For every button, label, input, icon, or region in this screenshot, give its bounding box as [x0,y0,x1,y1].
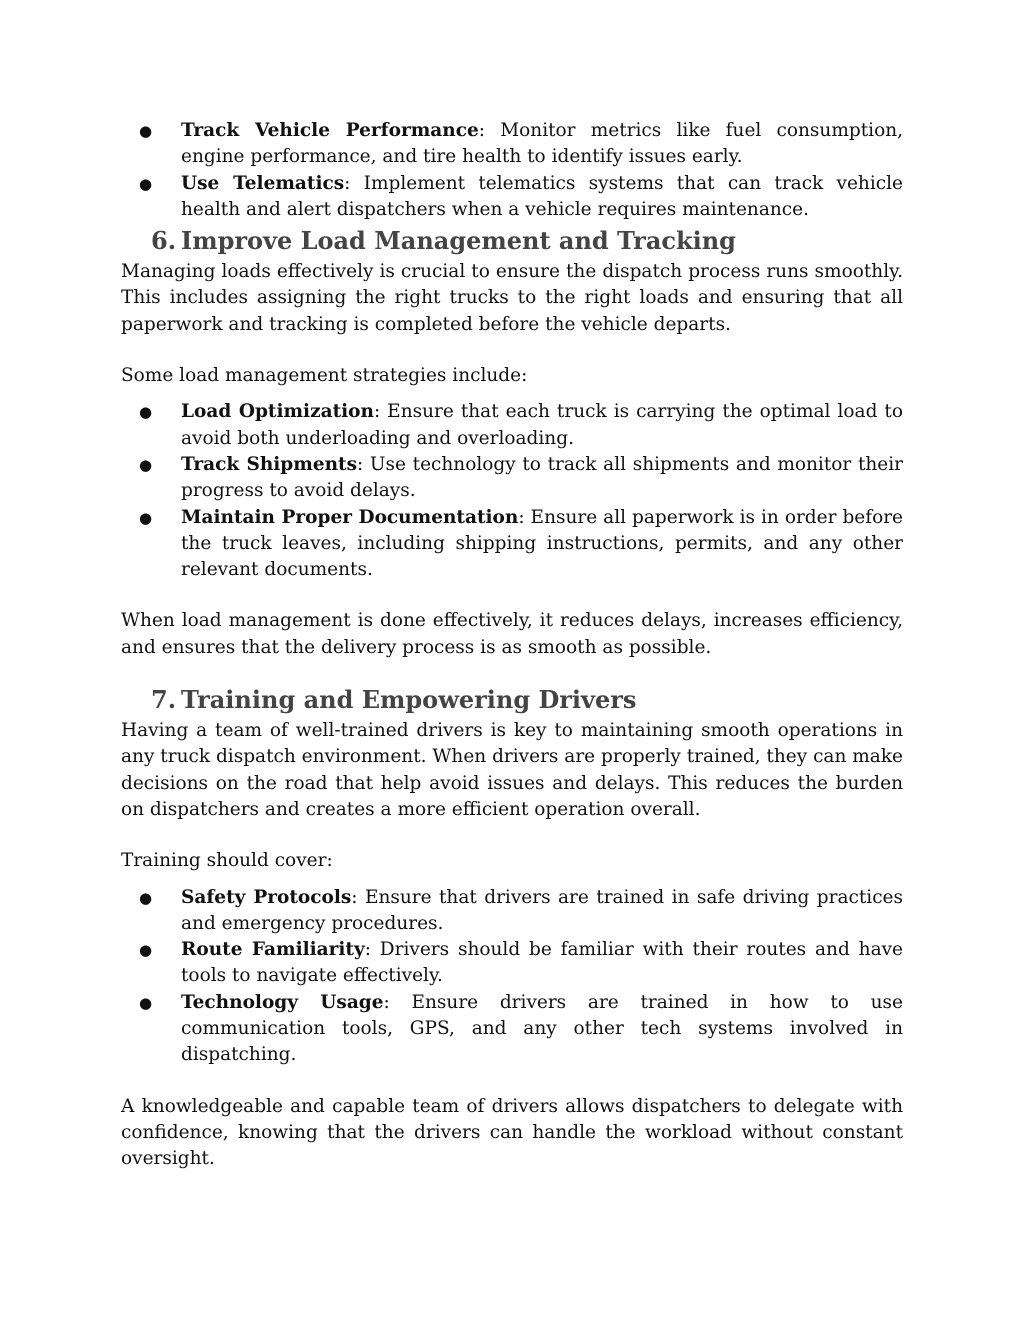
section-7-heading [121,685,903,715]
list-item [121,452,903,505]
list-item [121,505,903,584]
list-item-text: : Monitor metrics like fuel consumption, engine performance, and tire health to identify issues early. [181,120,903,168]
document-page [121,118,903,1173]
section-7-intro: Having a team of well-trained drivers is key to maintaining smooth operations in any truck dispatch environment. When drivers are properly trained, they can make decisions on the road that help avoid issues and delays. This reduces the burden on dispatchers and creates a more efficient operation overall. [121,720,903,820]
section-7-number: 7. [151,685,177,715]
list-item-text: : Implement telematics systems that can track vehicle health and alert dispatchers when a vehicle requires maintenance. [181,172,903,220]
list-item-text: : Drivers should be familiar with their routes and have tools to navigate effectively. [181,939,903,987]
section-6-lead: Some load management strategies include: [121,365,528,387]
section-7-lead: Training should cover: [121,850,333,872]
list-item [121,990,903,1069]
load-strategies-list [121,399,903,583]
list-item-term: Maintain Proper Documentation [181,506,519,528]
list-item-text: : Ensure drivers are trained in how to use communication tools, GPS, and any other tech systems involved in dispatching. [181,991,904,1066]
bullet-icon: ● [139,455,153,474]
bullet-icon: ● [139,508,153,527]
list-item-term: Track Vehicle Performance [181,120,479,141]
list-item [121,399,903,452]
bullet-icon: ● [139,403,153,422]
bullet-icon: ● [139,174,153,193]
list-item-text: : Ensure all paperwork is in order before the truck leaves, including shipping instructions, permits, and any other relevant documents. [181,506,904,581]
list-item-text: : Ensure that drivers are trained in safe driving practices and emergency procedures. [181,886,903,934]
list-item-text: : Use technology to track all shipments and monitor their progress to avoid delays. [181,453,903,502]
bullet-icon: ● [139,993,153,1012]
section-6-heading [121,226,903,256]
bullet-icon: ● [139,941,153,960]
list-item-term: Use Telematics [181,172,345,194]
list-item-term: Technology Usage [181,991,384,1013]
list-item-term: Load Optimization [181,401,374,423]
list-item [121,171,903,224]
section-7-closing: A knowledgeable and capable team of drivers allows dispatchers to delegate with confidence, knowing that the drivers can handle the workload without constant oversight. [121,1095,903,1170]
list-item-term: Track Shipments [181,453,358,475]
vehicle-list [121,118,903,223]
section-6-closing: When load management is done effectively, it reduces delays, increases efficiency, and ensures that the delivery process is as smooth as possible. [121,610,903,658]
section-6-title: Improve Load Management and Tracking [181,226,736,256]
list-item-term: Route Familiarity [181,939,365,961]
list-item [121,118,903,171]
list-item [121,937,903,990]
section-6-number: 6. [151,226,177,256]
training-list [121,885,903,1069]
section-7-title: Training and Empowering Drivers [181,685,637,715]
bullet-icon: ● [139,122,153,140]
section-6-intro: Managing loads effectively is crucial to ensure the dispatch process runs smoothly. This includes assigning the right trucks to the right loads and ensuring that all paperwork and tracking is completed before the vehicle departs. [121,261,903,335]
list-item [121,885,903,938]
list-item-term: Safety Protocols [181,886,352,908]
list-item-text: : Ensure that each truck is carrying the optimal load to avoid both underloading and overloading. [181,401,903,449]
bullet-icon: ● [139,888,153,907]
